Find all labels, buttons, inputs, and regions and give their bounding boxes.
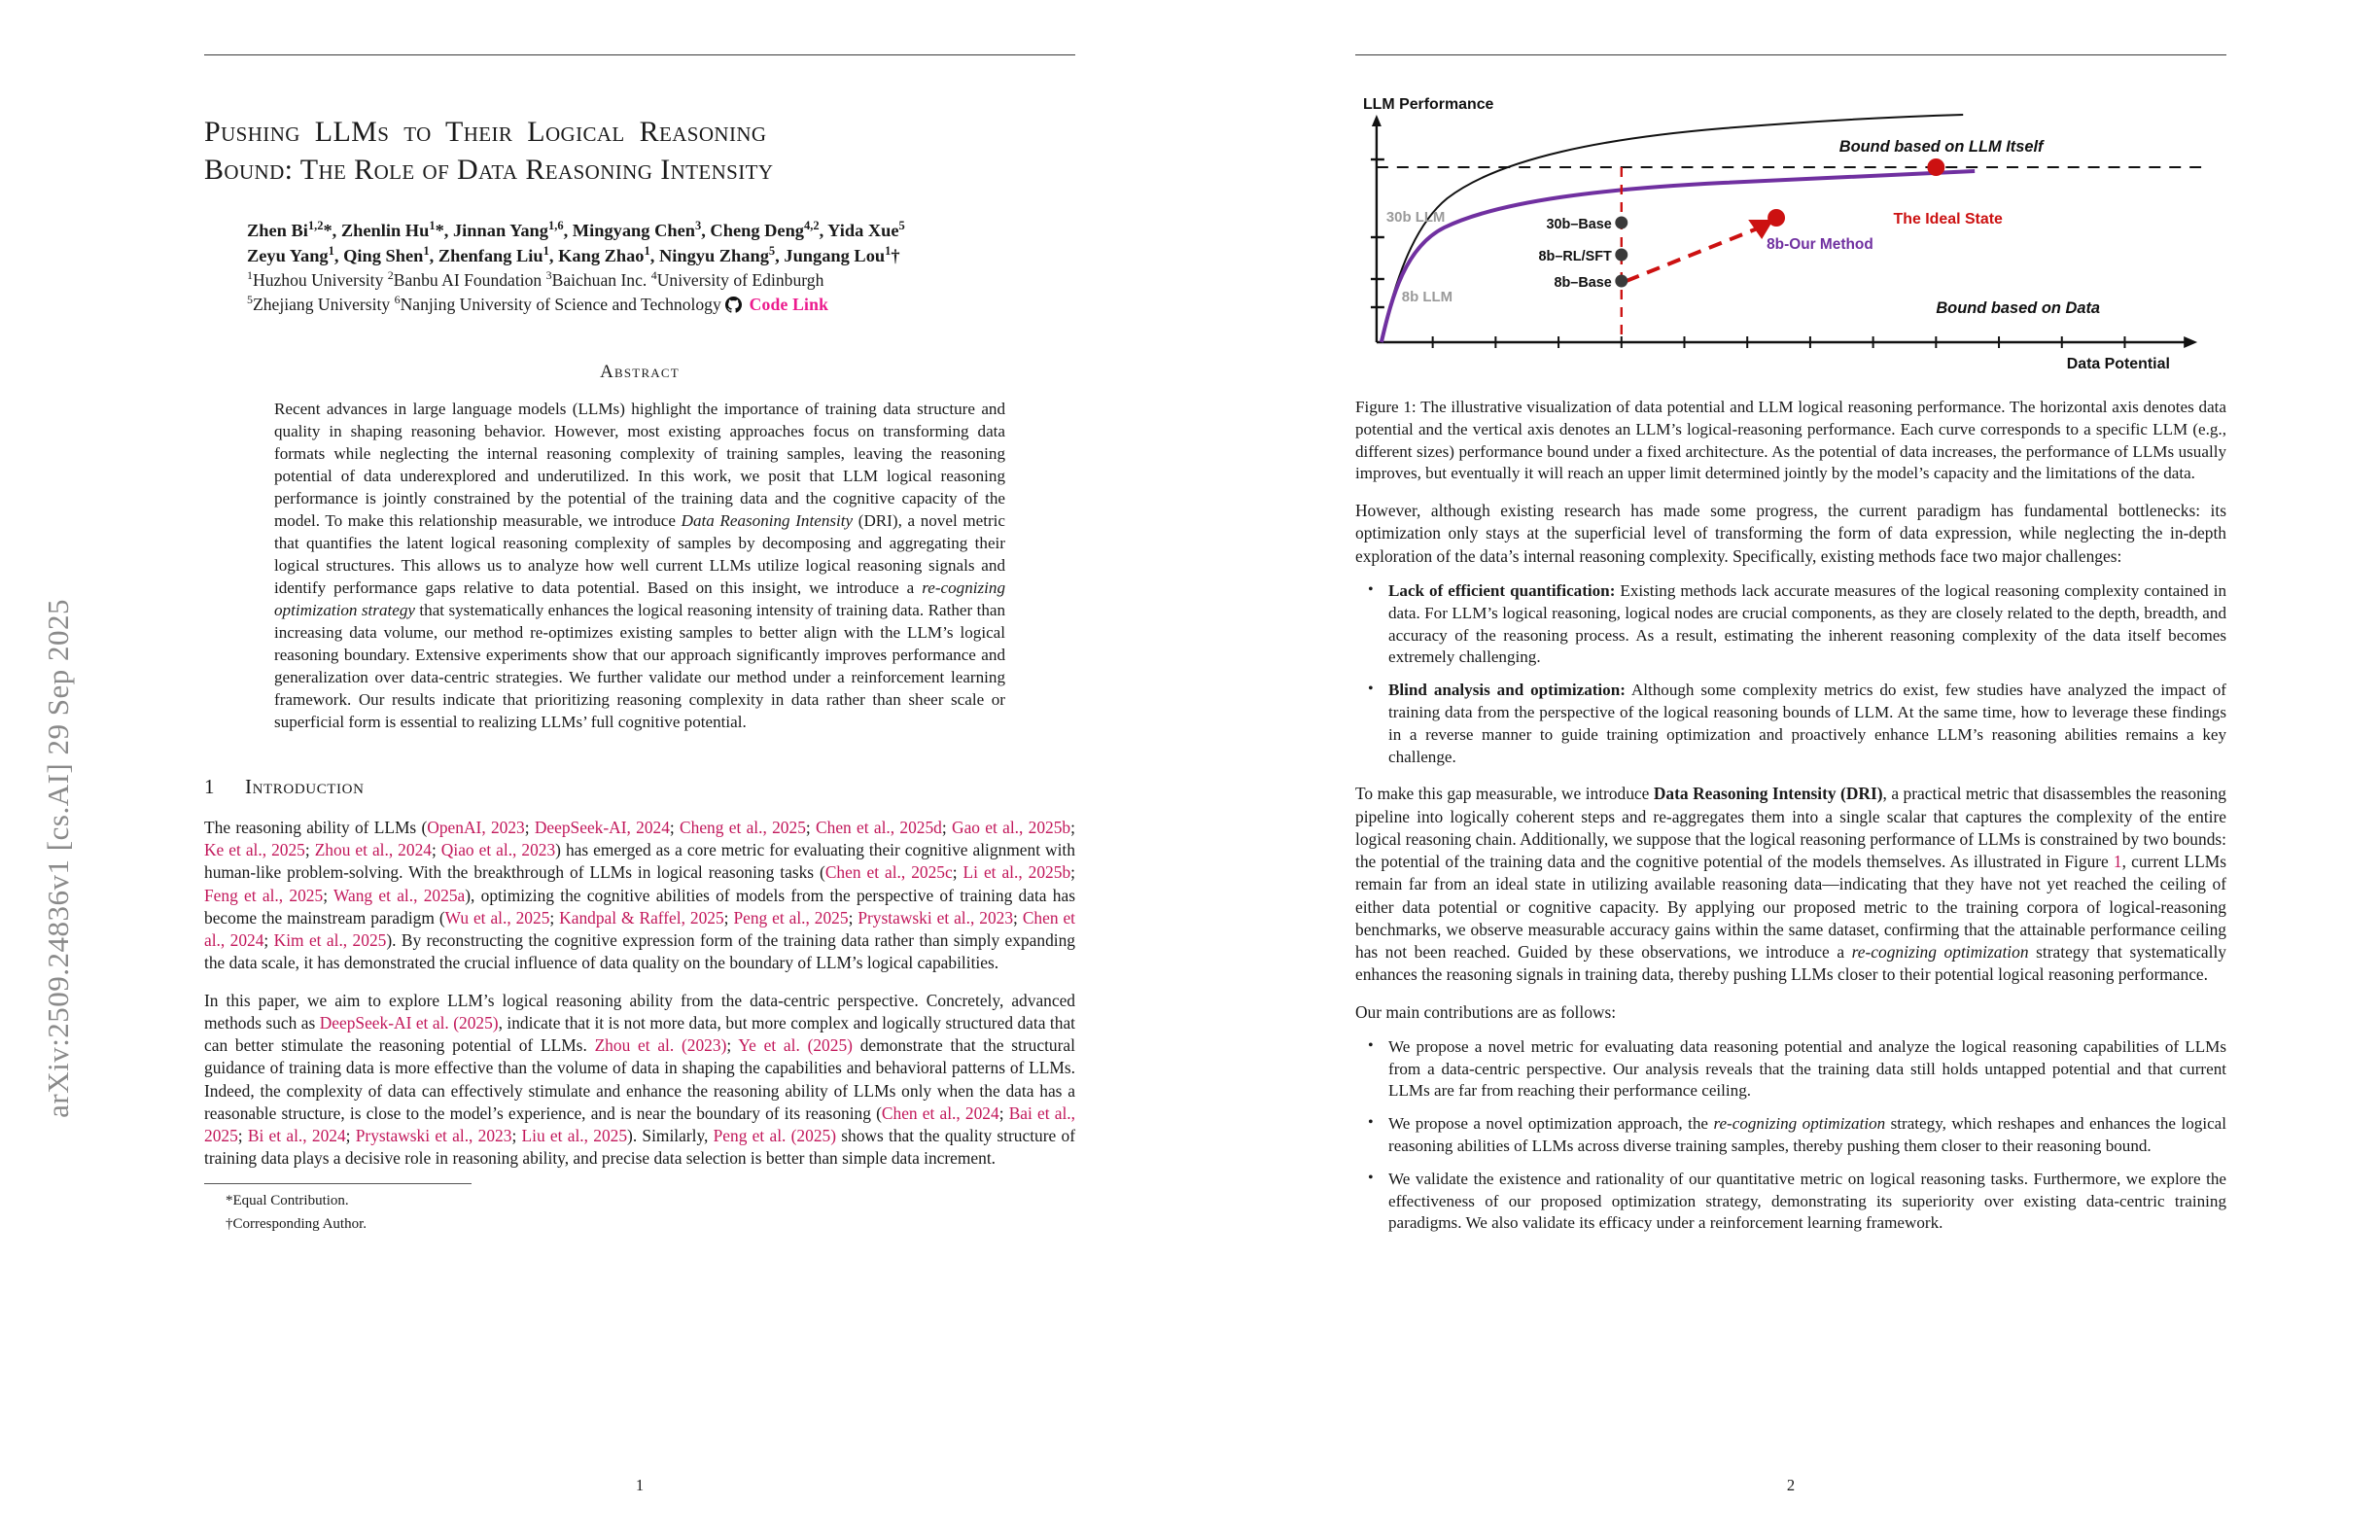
chart-label-30b-llm: 30b LLM xyxy=(1385,208,1446,227)
chart-y-axis-arrow xyxy=(1372,115,1382,126)
affiliation-list xyxy=(204,268,1075,317)
chart-point-label-30b-base: 30b–Base xyxy=(1546,216,1612,233)
list-item: • Blind analysis and optimization: Although some complexity metrics do exist, few studies have analyzed the impact of training data from the perspective of the logical reasoning bounds of LLM. At the same time, how to leverage these findings in a reverse manner to guide training optimization and proactively enhance LLM’s reasoning abilities remains a key challenge. xyxy=(1384,680,2226,768)
footnote-rule xyxy=(204,1183,472,1184)
page-top-rule-right xyxy=(1355,54,2226,55)
page-top-rule xyxy=(204,54,1075,55)
title-line-2: Bound: The Role of Data Reasoning Intensity xyxy=(204,154,774,186)
chart-point-label-8b-base: 8b–Base xyxy=(1554,274,1612,292)
chart-label-8b-llm: 8b LLM xyxy=(1401,288,1453,306)
authors-line-2: Zeyu Yang$^1$, Qing Shen$^1$, Zhenfang Liu$^1$, Kang Zhao$^1$, Ningyu Zhang$^5$, Jungang Lou$^1$† xyxy=(247,244,900,266)
list-item: • We validate the existence and rationality of our quantitative metric on logical reasoning tasks. Furthermore, we explore the effectiveness of our proposed optimization strategy, demonstrating its superiority over existing data-centric training paradigms. We also validate its efficacy under a reinforcement learning framework. xyxy=(1384,1169,2226,1235)
chart-point-ideal-state xyxy=(1927,158,1944,176)
affiliation-line-2-text: $^5$Zhejiang University $^6$Nanjing University of Science and Technology xyxy=(247,293,721,315)
arxiv-stamp-text: arXiv:2509.24836v1 [cs.AI] 29 Sep 2025 xyxy=(41,599,75,1118)
arxiv-stamp xyxy=(29,418,88,1118)
chart-point-8b-base xyxy=(1615,275,1628,288)
chart-improvement-arrow xyxy=(1627,228,1760,281)
chart-point-8b-rl-sft xyxy=(1615,249,1628,262)
chart-curve-8b-llm xyxy=(1382,171,1975,342)
contributions-list xyxy=(1355,1036,2226,1236)
abstract-body: Recent advances in large language models (LLMs) highlight the importance of training data structure and quality in shaping reasoning behavior. However, most existing approaches focus on transforming data formats while neglecting the internal reasoning complexity of training samples, leaving the reasoning potential of data underexplored and underutilized. In this work, we posit that LLM logical reasoning performance is jointly constrained by the potential of the training data and the cognitive capacity of the model. To make this relationship measurable, we introduce Data Reasoning Intensity (DRI), a novel metric that quantifies the latent logical reasoning complexity of samples by decomposing and aggregating their logical structures. This allows us to analyze how well current LLMs utilize logical reasoning signals and identify performance gaps relative to data potential. Based on this insight, we introduce a re-cognizing optimization strategy that systematically enhances the logical reasoning intensity of training data. Rather than increasing data volume, our method re-optimizes existing samples to better align with the LLM’s logical reasoning boundary. Extensive experiments show that our approach significantly improves performance and generalization over data-centric strategies. We further validate our method under a reinforcement learning framework. Our results indicate that prioritizing reasoning complexity in data rather than sheer scale or superficial form is essential to realizing LLMs’ full cognitive potential. xyxy=(274,400,1006,731)
chart-point-30b-base xyxy=(1615,217,1628,229)
chart-label-8b-our-method: 8b-Our Method xyxy=(1767,235,1873,254)
challenges-list xyxy=(1355,580,2226,769)
chart-label-bound-llm: Bound based on LLM Itself xyxy=(1838,137,2044,157)
page-right xyxy=(1276,0,2306,1540)
affiliation-line-2 xyxy=(247,293,1075,317)
section-heading-introduction xyxy=(204,775,1075,799)
author-list xyxy=(204,218,1075,268)
chart-point-8b-our-method xyxy=(1768,209,1785,227)
authors-line-1: Zhen Bi$^{1,2}$*, Zhenlin Hu$^1$*, Jinnan Yang$^{1,6}$, Mingyang Chen$^3$, Cheng Deng$^{4,2}$, Yida Xue$^5$ xyxy=(247,218,905,240)
page-number-left: 1 xyxy=(635,1476,645,1494)
abstract-heading: Abstract xyxy=(600,362,680,383)
footnote-corresponding-author: †Corresponding Author. xyxy=(226,1216,367,1233)
figure-1 xyxy=(1355,91,2226,383)
intro-paragraph-1: The reasoning ability of LLMs (OpenAI, 2023; DeepSeek-AI, 2024; Cheng et al., 2025; Chen et al., 2025d; Gao et al., 2025b; Ke et al., 2025; Zhou et al., 2024; Qiao et al., 2023) has emerged as a core metric for evaluating their cognitive alignment with human-like problem-solving. With the breakthrough of LLMs in logical reasoning tasks (Chen et al., 2025c; Li et al., 2025b; Feng et al., 2025; Wang et al., 2025a), optimizing the cognitive abilities of models from the perspective of training data has become the mainstream paradigm (Wu et al., 2025; Kandpal & Raffel, 2025; Peng et al., 2025; Prystawski et al., 2023; Chen et al., 2024; Kim et al., 2025). By reconstructing the cognitive expression form of the training data rather than simply expanding the data scale, it has demonstrated the crucial influence of data quality on the boundary of LLM’s logical capabilities. xyxy=(204,817,1075,973)
chart-ylabel: LLM Performance xyxy=(1362,95,1494,114)
figure-1-caption: Figure 1: The illustrative visualization of data potential and LLM logical reasoning performance. The horizontal axis denotes data potential and the vertical axis denotes an LLM’s logical-reasoning performance. Each curve corresponds to a specific LLM (e.g., different sizes) performance bound under a fixed architecture. As the potential of data increases, the performance of LLMs usually improves, but eventually it will reach an upper limit determined jointly by the model’s capacity and the limitations of the data. xyxy=(1355,398,2226,483)
page-number-right: 2 xyxy=(1786,1476,1796,1494)
footnote-equal-contribution: *Equal Contribution. xyxy=(226,1193,349,1209)
title-line-1: Pushing LLMs to Their Logical Reasoning xyxy=(204,116,767,148)
right-paragraph-2: To make this gap measurable, we introduce Data Reasoning Intensity (DRI), a practical metric that disassembles the reasoning pipeline into logically coherent steps and re-aggregates them into a single scalar that captures the complexity of the entire logical reasoning chain. Additionally, we suppose that the logical reasoning performance of LLMs is constrained by two bounds: the potential of the training data and the cognitive potential of the models themselves. As illustrated in Figure 1, current LLMs remain far from an ideal state in utilizing available reasoning data—indicating that they have not yet reached the ceiling of either data potential or cognitive capacity. By applying our proposed metric to the training corpora of logical-reasoning benchmarks, we observe measurable accuracy gains within the same dataset, confirming that the attainable performance ceiling has not been reached. Guided by these observations, we introduce a re-cognizing optimization strategy that systematically enhances the reasoning signals in training data, thereby pushing LLMs closer to their potential logical reasoning performance. xyxy=(1355,784,2226,985)
right-paragraph-1: However, although existing research has made some progress, the current paradigm has fundamental bottlenecks: its optimization only stays at the superficial level of transforming the form of data expression, while neglecting the in-depth exploration of the data’s internal reasoning complexity. Specifically, existing methods face two major challenges: xyxy=(1355,501,2226,566)
github-icon xyxy=(725,296,742,312)
chart-label-bound-data: Bound based on Data xyxy=(1936,298,2101,318)
list-item: • Lack of efficient quantification: Existing methods lack accurate measures of the logical reasoning complexity contained in data. For LLM’s logical reasoning, logical nodes are crucial components, as they are closely related to the depth, breadth, and accuracy of the reasoning process. As a result, estimating the inherent reasoning complexity of the data itself becomes extremely challenging. xyxy=(1384,580,2226,669)
right-paragraph-3: Our main contributions are as follows: xyxy=(1355,1001,1617,1022)
chart-label-ideal-state: The Ideal State xyxy=(1893,210,2003,228)
list-item: • We propose a novel optimization approach, the re-cognizing optimization strategy, which reshapes and enhances the logical reasoning abilities of LLMs across diverse training samples, thereby pushing them closer to their reasoning bound. xyxy=(1384,1113,2226,1158)
figure-1-svg xyxy=(1355,91,2226,383)
section-title: Introduction xyxy=(245,774,365,798)
page-title xyxy=(204,113,1075,189)
chart-point-label-8b-rl-sft: 8b–RL/SFT xyxy=(1538,248,1612,265)
affiliation-line-1: $^1$Huzhou University $^2$Banbu AI Foundation $^3$Baichuan Inc. $^4$University of Edinburgh xyxy=(247,268,824,291)
intro-paragraph-2: In this paper, we aim to explore LLM’s logical reasoning ability from the data-centric perspective. Concretely, advanced methods such as DeepSeek-AI et al. (2025), indicate that it is not more data, but more complex and logically structured data that can better stimulate the reasoning potential of LLMs. Zhou et al. (2023); Ye et al. (2025) demonstrate that the structural guidance of training data is more effective than the volume of data in shaping the capabilities and behavioral patterns of LLMs. Indeed, the complexity of data can effectively stimulate and enhance the reasoning ability of LLMs only when the data has a reasonable structure, is close to the model’s experience, and is near the boundary of its reasoning (Chen et al., 2024; Bai et al., 2025; Bi et al., 2024; Prystawski et al., 2023; Liu et al., 2025). Similarly, Peng et al. (2025) shows that the quality structure of training data plays a decisive role in reasoning ability, and precise data selection is better than simple data increment. xyxy=(204,990,1075,1169)
chart-x-axis-arrow xyxy=(2184,336,2197,348)
chart-xlabel: Data Potential xyxy=(2066,355,2170,373)
code-link[interactable]: Code Link xyxy=(749,295,829,315)
section-number: 1 xyxy=(204,774,216,798)
page-left xyxy=(124,0,1155,1540)
list-item: • We propose a novel metric for evaluating data reasoning potential and analyze the logical reasoning capabilities of LLMs from a data-centric perspective. Our analysis reveals that the training data still holds untapped potential and that current LLMs are far from reaching their performance ceiling. xyxy=(1384,1036,2226,1102)
